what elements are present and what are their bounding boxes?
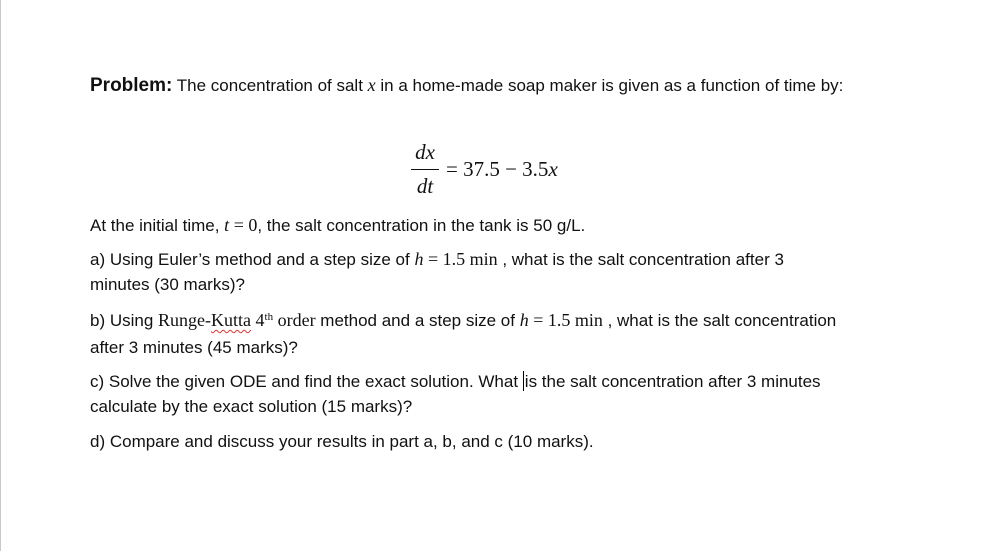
part-c-before: c) Solve the given ODE and find the exact solution. What [90,372,523,391]
problem-label: Problem: [90,75,173,96]
problem-intro-after: in a home-made soap maker is given as a function of time by: [375,76,844,95]
part-d-line-1: d) Compare and discuss your results in part a, b, and c (10 marks). [90,432,594,451]
problem-statement [90,74,843,97]
part-a-step-size: h = 1.5 min [414,249,498,269]
equation-rhs-var: x [548,157,558,181]
part-b-before: b) Using [90,311,159,330]
order-text: 4th order [251,310,316,330]
equation-rhs-prefix: = 37.5 − 3.5 [446,157,549,181]
part-b-step-size: h = 1.5 min [519,310,603,330]
part-a-after: , what is the salt concentration after 3 [497,250,784,269]
math-variable-x: x [367,75,376,95]
part-b-line-2: after 3 minutes (45 marks)? [90,338,298,357]
initial-condition [90,214,585,237]
initial-math: t = 0 [224,215,258,235]
initial-after: , the salt concentration in the tank is 50 g/L. [257,216,586,235]
part-b-line-1 [90,309,836,332]
page-left-border [0,0,1,551]
equation-right-side [446,157,558,182]
text-cursor [523,371,524,391]
fraction-numerator: dx [415,140,435,164]
method-name: Runge-Kutta [158,310,252,330]
part-a-line-2: minutes (30 marks)? [90,275,245,294]
fraction-bar [411,169,439,170]
part-a-line-1 [90,248,784,271]
part-b-mid: method and a step size of [315,311,520,330]
part-b-after: , what is the salt concentration [602,311,837,330]
initial-before: At the initial time, [90,216,225,235]
part-c-line-2: calculate by the exact solution (15 marks)? [90,397,413,416]
part-c-after: is the salt concentration after 3 minutes [524,372,821,391]
part-a-before: a) Using Euler’s method and a step size of [90,250,415,269]
part-c-line-1 [90,371,821,393]
spellcheck-underline[interactable]: Kutta [211,310,252,330]
fraction-denominator: dt [416,174,434,198]
problem-intro-before: The concentration of salt [172,76,368,95]
